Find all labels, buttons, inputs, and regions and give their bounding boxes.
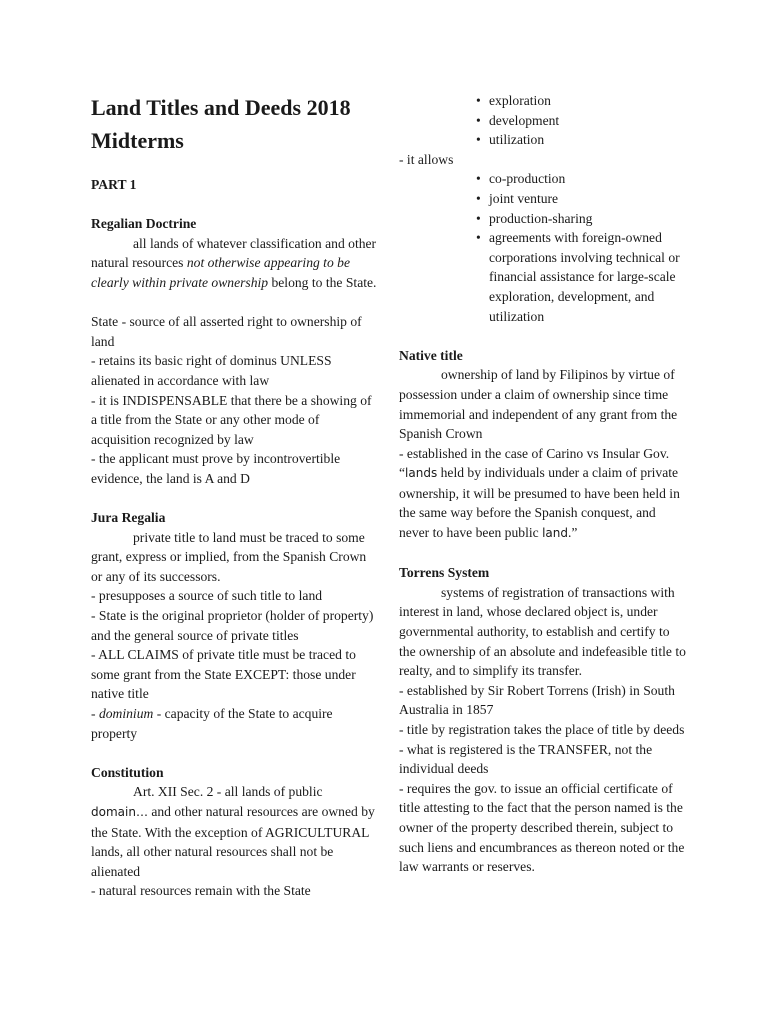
constitution-def-domain: domain… <box>91 805 148 819</box>
right-column <box>399 91 689 877</box>
torrens-definition: systems of registration of transactions with interest in land, whose declared object is, under governmental authority, to establish and certify to the ownership of an absolute and indefeasible title to realty, and to simplify its transfer. <box>399 584 686 679</box>
quote-open: “ <box>399 465 406 481</box>
constitution-definition <box>91 782 379 881</box>
torrens-line: - requires the gov. to issue an official certificate of title attesting to the fact that the person named is the owner of the property described therein, subject to such liens and encumbrances as thereon noted or the law warrants or reserves. <box>399 780 685 875</box>
left-column <box>91 175 379 901</box>
dominium-term: dominium <box>98 706 154 722</box>
list-item: • development <box>399 111 689 131</box>
regalian-def-end: belong to the State. <box>268 274 377 290</box>
constitution-def-end: and other natural resources are owned by the State. With the exception of AGRICULTURAL lands, all other natural resources shall not be alienated <box>91 804 375 879</box>
constitution-heading: Constitution <box>91 764 164 780</box>
list-item: • utilization <box>399 130 689 150</box>
jura-line: - ALL CLAIMS of private title must be traced to some grant from the State EXCEPT: those under native title <box>91 647 356 702</box>
torrens-line: - established by Sir Robert Torrens (Irish) in South Australia in 1857 <box>399 682 675 718</box>
part-heading: PART 1 <box>91 177 137 192</box>
quote-land: land <box>542 526 568 541</box>
list-item: • agreements with foreign-owned corporations involving technical or financial assistance for large-scale exploration, development, and utilization <box>399 228 689 326</box>
jura-line: - presupposes a source of such title to land <box>91 588 323 604</box>
jura-heading: Jura Regalia <box>91 510 166 526</box>
jura-definition: private title to land must be traced to some grant, express or implied, from the Spanish Crown or any of its successors. <box>91 529 367 584</box>
native-definition: ownership of land by Filipinos by virtue of possession under a claim of ownership since time immemorial and independent of any grant from the Spanish Crown <box>399 367 678 442</box>
jura-line: - State is the original proprietor (holder of property) and the general source of private titles <box>91 608 374 643</box>
dominium-line: - dominium - capacity of the State to acquire property <box>91 706 333 741</box>
list-item: • co-production <box>399 169 689 189</box>
regalian-def-text: all lands of whatever classification and other natural resources <box>91 235 377 271</box>
top-bullet-list <box>399 91 689 150</box>
torrens-line: - title by registration takes the place of title by deeds <box>399 722 685 737</box>
native-quote <box>399 463 689 543</box>
quote-close: .” <box>567 525 578 541</box>
dominium-text: - capacity of the State to acquire property <box>91 706 333 741</box>
native-line: - established in the case of Carino vs Insular Gov. <box>399 445 670 461</box>
native-heading: Native title <box>399 347 463 363</box>
quote-text: held by individuals under a claim of private ownership, it will be presumed to have been held in the same way before the Spanish conquest, and never to have been public <box>399 465 680 541</box>
quote-lands: lands <box>405 466 438 481</box>
regalian-heading: Regalian Doctrine <box>91 216 197 232</box>
it-allows-line: - it allows <box>399 151 454 167</box>
regalian-line: - retains its basic right of dominus UNLESS alienated in accordance with law <box>91 353 332 388</box>
list-item: • exploration <box>399 91 689 111</box>
regalian-line: - the applicant must prove by incontrovertible evidence, the land is A and D <box>91 451 341 486</box>
list-item: • production-sharing <box>399 209 689 229</box>
constitution-line: - natural resources remain with the State <box>91 883 311 899</box>
document-title: Land Titles and Deeds 2018 Midterms <box>91 95 351 153</box>
regalian-definition <box>91 234 379 293</box>
regalian-def-italic: not otherwise appearing to be clearly within private ownership <box>91 255 350 290</box>
torrens-line: - what is registered is the TRANSFER, not the individual deeds <box>399 741 653 777</box>
constitution-def-text: Art. XII Sec. 2 - all lands of public <box>133 784 323 800</box>
regalian-line: State - source of all asserted right to ownership of land <box>91 314 362 349</box>
regalian-line: - it is INDISPENSABLE that there be a showing of a title from the State or any other mode of acquisition recognized by law <box>91 392 372 447</box>
torrens-heading: Torrens System <box>399 565 490 581</box>
allows-bullet-list <box>399 169 689 326</box>
list-item: • joint venture <box>399 189 689 209</box>
